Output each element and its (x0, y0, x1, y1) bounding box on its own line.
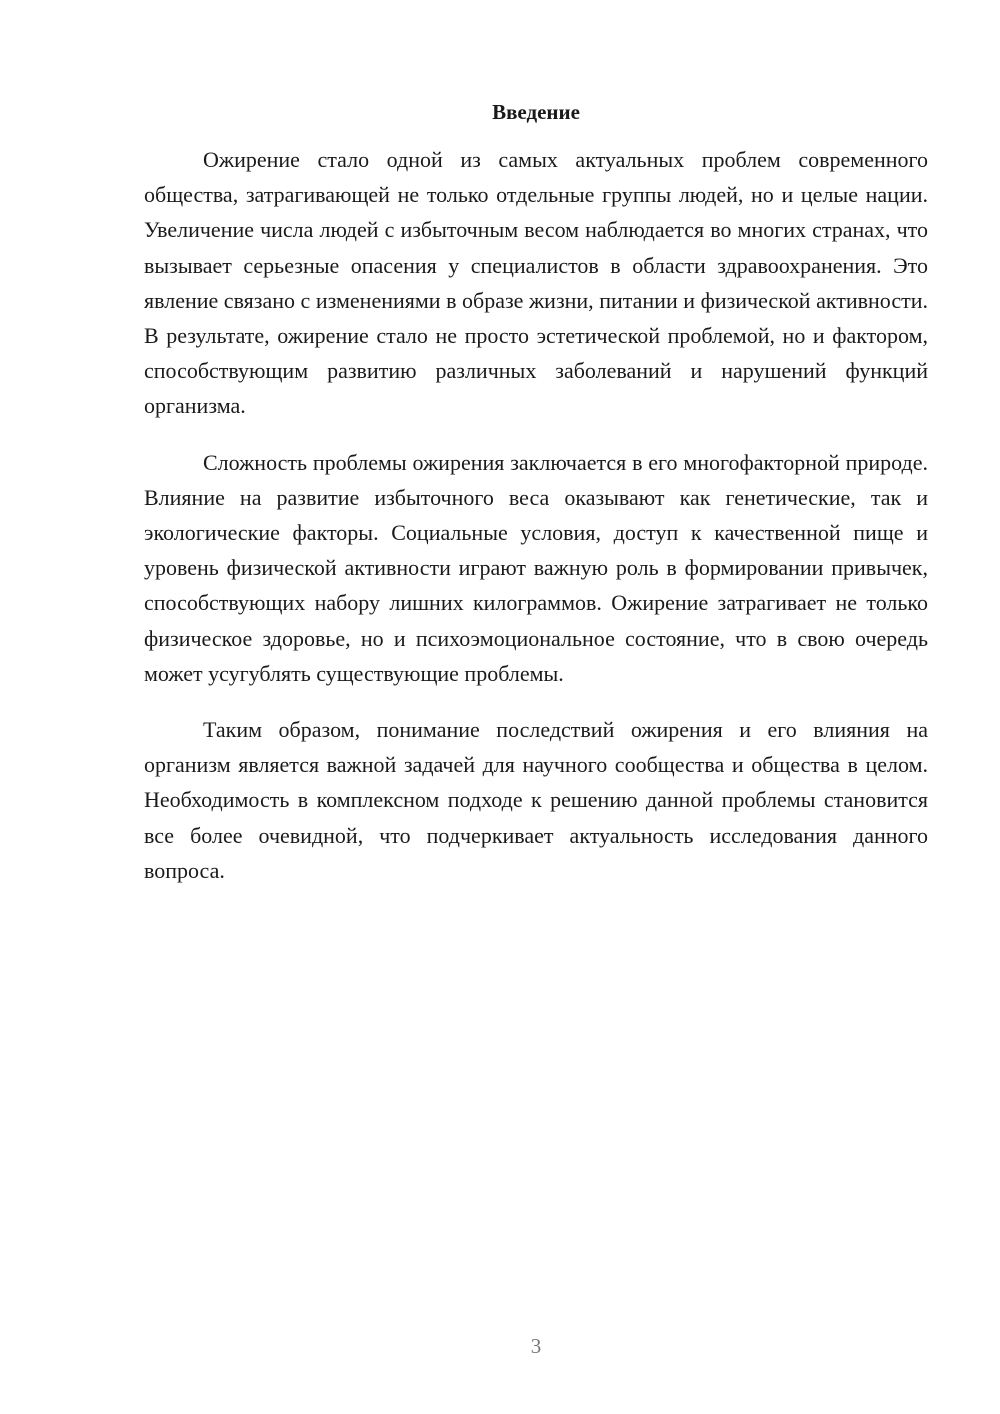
page-number: 3 (530, 1334, 542, 1358)
body-text (144, 142, 928, 909)
paragraph-2: Сложность проблемы ожирения заключается в его многофакторной природе. Влияние на развитие избыточного веса оказывают как генетические, так и экологические факторы. Социальные условия, доступ к качественной пище и уровень физической активности играют важную роль в формировании привычек, способствующих набору лишних килограммов. Ожирение затрагивает не только физическое здоровье, но и психоэмоциональное состояние, что в свою очередь может усугублять существующие проблемы. (144, 449, 928, 686)
section-heading: Введение (492, 100, 580, 124)
paragraph-1: Ожирение стало одной из самых актуальных проблем современного общества, затрагивающей не только отдельные группы людей, но и целые нации. Увеличение числа людей с избыточным весом наблюдается во многих странах, что вызывает серьезные опасения у специалистов в области здравоохранения. Это явление связано с изменениями в образе жизни, питании и физической активности. В результате, ожирение стало не просто эстетической проблемой, но и фактором, способствующим развитию различных заболеваний и нарушений функций организма. (144, 147, 928, 419)
paragraph-3: Таким образом, понимание последствий ожирения и его влияния на организм является важной задачей для научного сообщества и общества в целом. Необходимость в комплексном подходе к решению данной проблемы становится все более очевидной, что подчеркивает актуальность исследования данного вопроса. (144, 717, 928, 883)
